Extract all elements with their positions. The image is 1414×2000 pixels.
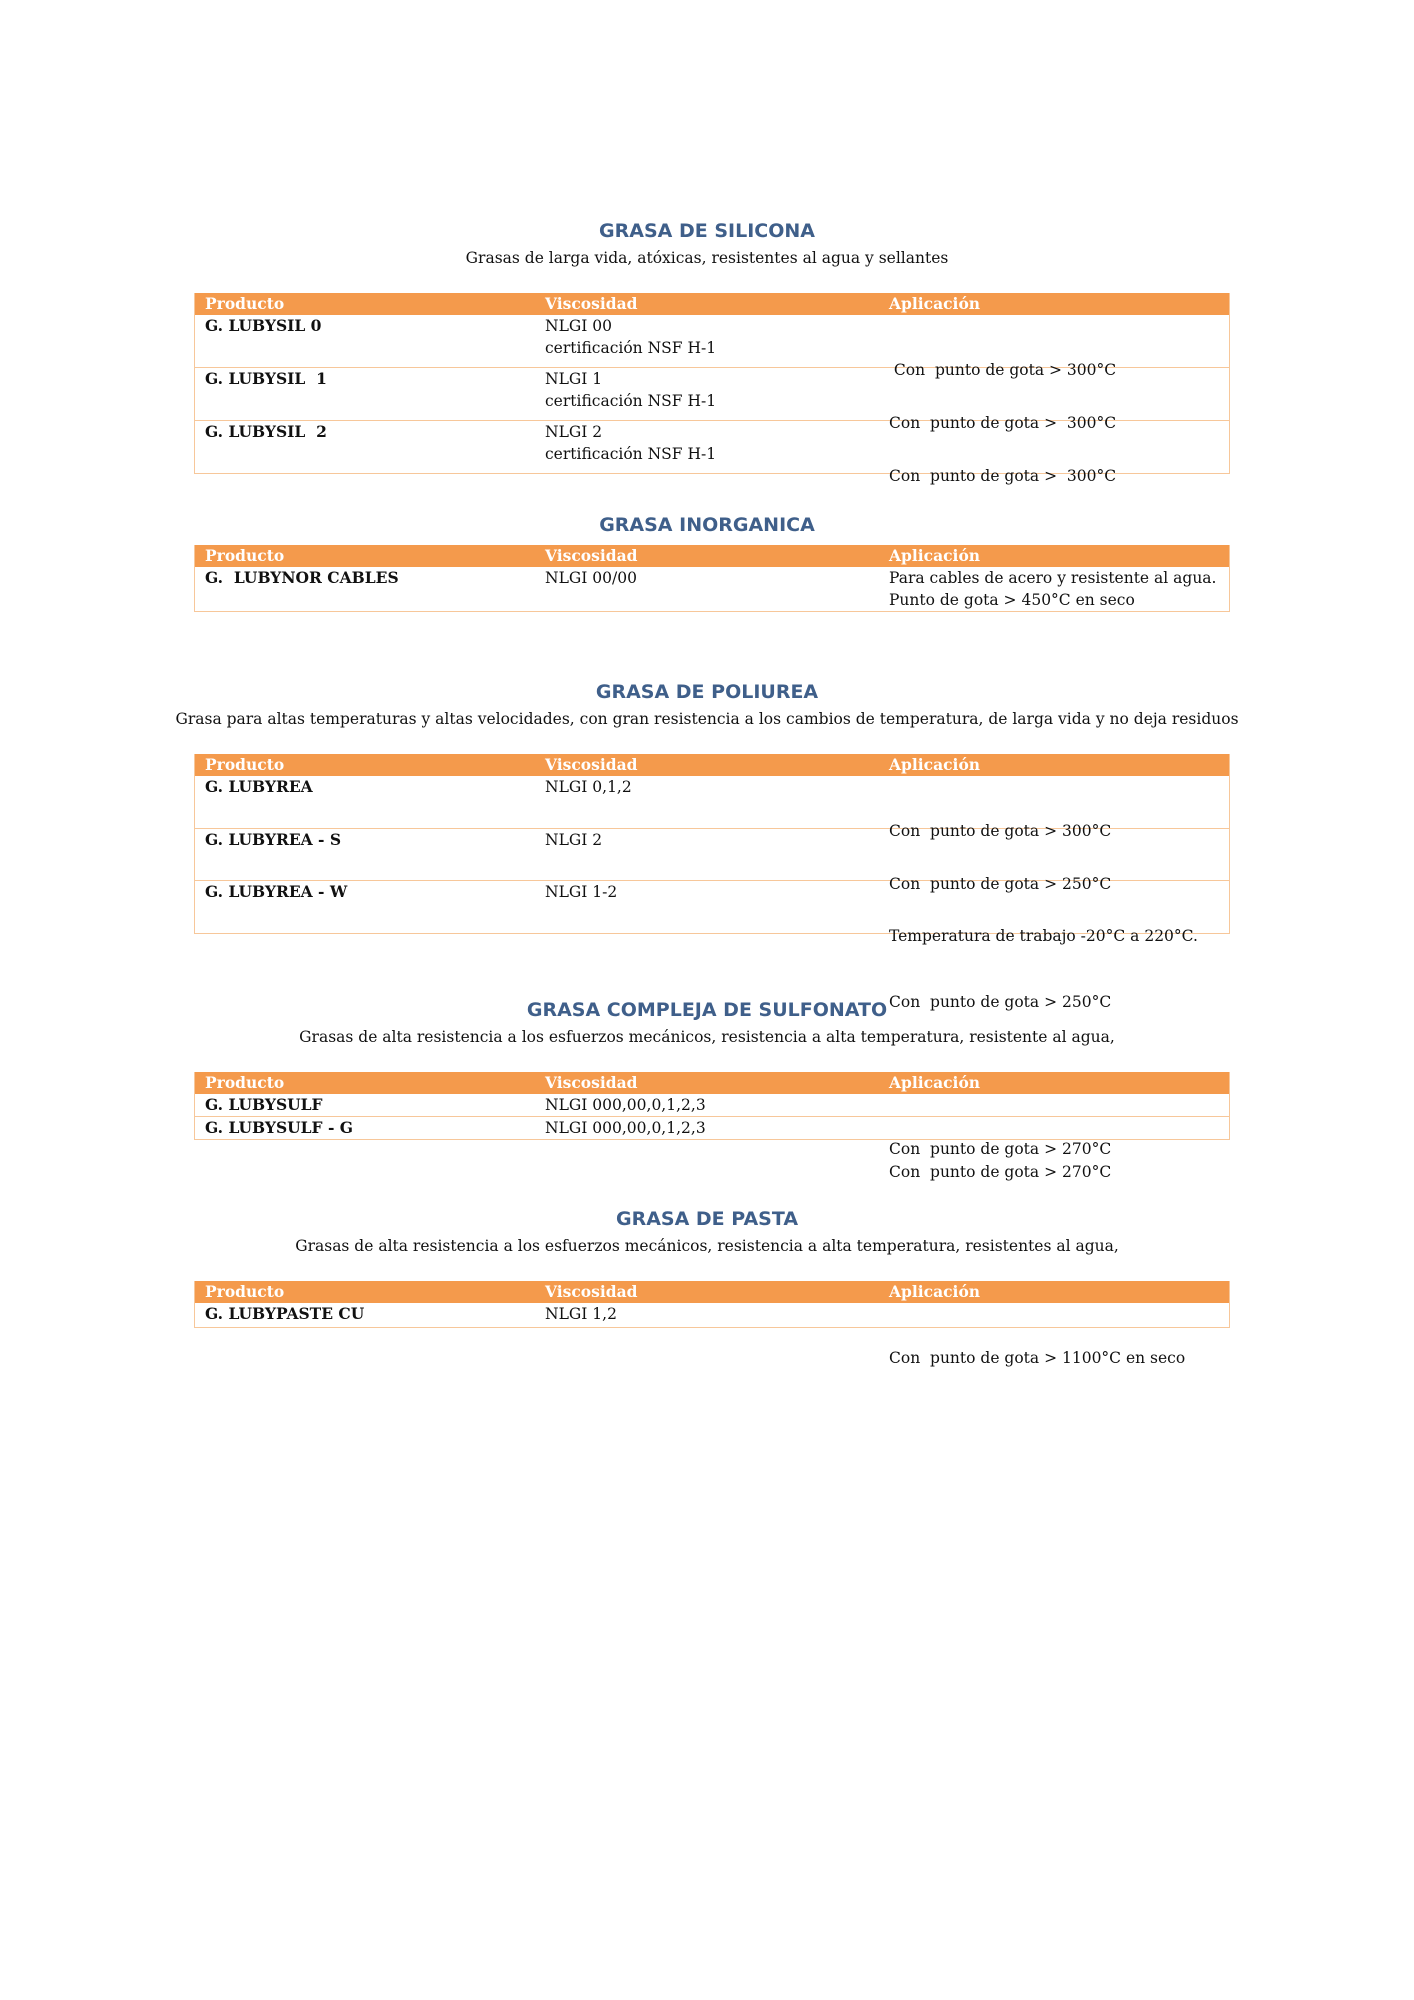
header-viscosity: Viscosidad bbox=[545, 1282, 638, 1301]
section-title: GRASA DE SILICONA bbox=[599, 220, 815, 242]
section-title: GRASA COMPLEJA DE SULFONATO bbox=[526, 999, 888, 1021]
header-product: Producto bbox=[205, 755, 285, 774]
table-header bbox=[195, 293, 1229, 315]
viscosity-line: NLGI 1,2 bbox=[545, 1305, 617, 1323]
application-cell bbox=[883, 567, 1229, 611]
viscosity-cell bbox=[539, 829, 883, 880]
header-application: Aplicación bbox=[889, 294, 981, 313]
header-application: Aplicación bbox=[889, 755, 981, 774]
header-application: Aplicación bbox=[889, 1282, 981, 1301]
product-cell: G. LUBYSULF bbox=[205, 1095, 323, 1114]
application-line: Para cables de acero y resistente al agua. bbox=[889, 569, 1217, 587]
section-title: GRASA INORGANICA bbox=[599, 514, 815, 536]
application-cell bbox=[883, 1094, 1229, 1158]
application-line: Con punto de gota > 250°C bbox=[889, 993, 1112, 1011]
product-cell: G. LUBYPASTE CU bbox=[205, 1304, 365, 1323]
section-title: GRASA DE POLIUREA bbox=[595, 681, 819, 703]
header-product: Producto bbox=[205, 1282, 285, 1301]
viscosity-line: NLGI 2 bbox=[545, 423, 603, 441]
viscosity-line: certificación NSF H-1 bbox=[545, 392, 717, 410]
viscosity-line: NLGI 00/00 bbox=[545, 569, 637, 587]
header-viscosity: Viscosidad bbox=[545, 546, 638, 565]
header-product: Producto bbox=[205, 546, 285, 565]
application-line: Con punto de gota > 250°C bbox=[889, 875, 1112, 893]
header-application: Aplicación bbox=[889, 546, 981, 565]
application-cell bbox=[883, 776, 1229, 840]
product-cell: G. LUBYSIL 0 bbox=[205, 316, 322, 335]
table-row bbox=[195, 1116, 1229, 1181]
product-cell: G. LUBYSIL 2 bbox=[205, 422, 327, 441]
application-cell bbox=[883, 421, 1229, 485]
product-cell: G. LUBYSULF - G bbox=[205, 1118, 354, 1137]
product-cell: G. LUBYNOR CABLES bbox=[205, 568, 399, 587]
table-row bbox=[195, 567, 1229, 611]
section-subtitle: Grasas de alta resistencia a los esfuerzos mecánicos, resistencia a alta temperatura, resistente al agua, bbox=[299, 1028, 1115, 1046]
viscosity-cell bbox=[539, 881, 883, 933]
viscosity-cell bbox=[539, 368, 883, 420]
application-line: Temperatura de trabajo -20°C a 220°C. bbox=[889, 927, 1198, 945]
section-subtitle: Grasas de larga vida, atóxicas, resistentes al agua y sellantes bbox=[465, 249, 949, 267]
viscosity-line: NLGI 1-2 bbox=[545, 883, 618, 901]
product-cell: G. LUBYREA - W bbox=[205, 882, 348, 901]
application-line: Con punto de gota > 300°C bbox=[889, 822, 1112, 840]
table-header bbox=[195, 754, 1229, 776]
header-application: Aplicación bbox=[889, 1073, 981, 1092]
table-header bbox=[195, 1281, 1229, 1303]
header-product: Producto bbox=[205, 1073, 285, 1092]
product-cell: G. LUBYREA - S bbox=[205, 830, 342, 849]
application-cell bbox=[883, 368, 1229, 432]
viscosity-cell bbox=[539, 421, 883, 473]
header-viscosity: Viscosidad bbox=[545, 294, 638, 313]
viscosity-line: certificación NSF H-1 bbox=[545, 445, 717, 463]
product-cell: G. LUBYREA bbox=[205, 777, 313, 796]
application-line: Con punto de gota > 300°C bbox=[889, 414, 1117, 432]
application-cell bbox=[883, 1303, 1229, 1367]
section-subtitle: Grasas de alta resistencia a los esfuerzos mecánicos, resistencia a alta temperatura, resistentes al agua, bbox=[295, 1237, 1119, 1255]
viscosity-cell bbox=[539, 776, 883, 828]
application-cell bbox=[883, 315, 1229, 379]
viscosity-line: certificación NSF H-1 bbox=[545, 339, 717, 357]
section-title: GRASA DE PASTA bbox=[615, 1208, 799, 1230]
product-cell: G. LUBYSIL 1 bbox=[205, 369, 327, 388]
application-cell bbox=[883, 1117, 1229, 1181]
table-row bbox=[195, 1303, 1229, 1367]
section-inorganica bbox=[0, 513, 1414, 537]
table-header bbox=[195, 1072, 1229, 1094]
section-subtitle: Grasa para altas temperaturas y altas velocidades, con gran resistencia a los cambios de temperatura, de larga vida y no deja residuos bbox=[175, 710, 1239, 728]
viscosity-cell bbox=[539, 315, 883, 367]
viscosity-cell bbox=[539, 567, 883, 611]
viscosity-line: NLGI 000,00,0,1,2,3 bbox=[545, 1119, 706, 1137]
header-viscosity: Viscosidad bbox=[545, 1073, 638, 1092]
header-viscosity: Viscosidad bbox=[545, 755, 638, 774]
viscosity-line: NLGI 0,1,2 bbox=[545, 778, 632, 796]
table-pasta bbox=[194, 1281, 1230, 1367]
viscosity-cell bbox=[539, 1094, 883, 1116]
application-line: Con punto de gota > 270°C bbox=[889, 1163, 1112, 1181]
viscosity-line: NLGI 000,00,0,1,2,3 bbox=[545, 1096, 706, 1114]
section-silicona bbox=[0, 219, 1414, 269]
table-header bbox=[195, 545, 1229, 567]
application-line: Punto de gota > 450°C en seco bbox=[889, 591, 1135, 609]
viscosity-cell bbox=[539, 1117, 883, 1139]
table-silicona bbox=[194, 293, 1230, 485]
section-pasta bbox=[0, 1207, 1414, 1257]
viscosity-line: NLGI 1 bbox=[545, 370, 603, 388]
viscosity-line: NLGI 2 bbox=[545, 831, 603, 849]
table-row bbox=[195, 420, 1229, 485]
table-sulfonato bbox=[194, 1072, 1230, 1181]
viscosity-line: NLGI 00 bbox=[545, 317, 613, 335]
application-cell bbox=[883, 829, 1229, 893]
table-inorganica bbox=[194, 545, 1230, 612]
viscosity-cell bbox=[539, 1303, 883, 1327]
application-line: Con punto de gota > 1100°C en seco bbox=[889, 1349, 1186, 1367]
application-cell bbox=[883, 881, 1229, 1011]
application-line: Con punto de gota > 270°C bbox=[889, 1140, 1112, 1158]
application-line: Con punto de gota > 300°C bbox=[889, 467, 1117, 485]
header-product: Producto bbox=[205, 294, 285, 313]
section-sulfonato bbox=[0, 998, 1414, 1048]
section-poliurea bbox=[0, 680, 1414, 730]
application-line: Con punto de gota > 300°C bbox=[889, 361, 1117, 379]
